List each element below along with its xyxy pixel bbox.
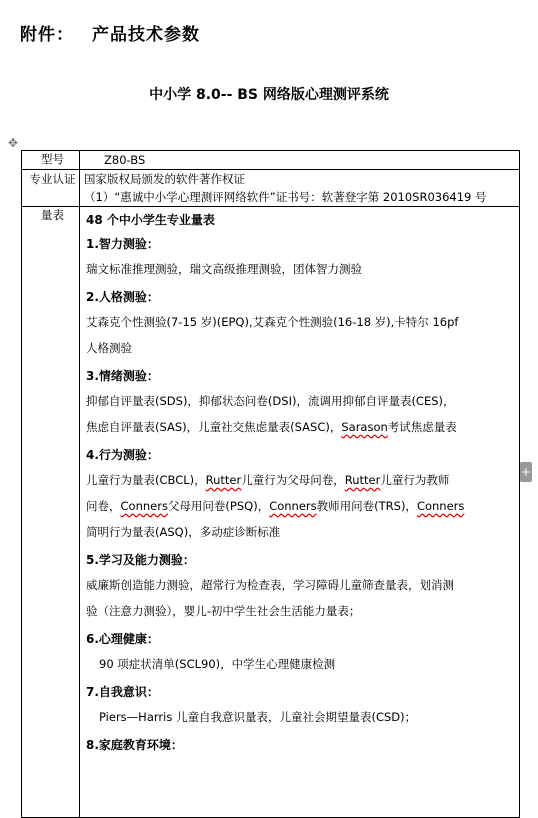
certification-line-2: （1）“惠诚中小学心理测评网络软件”证书号：软著登字第 2010SR036419 号 bbox=[84, 190, 487, 204]
scale-cell bbox=[80, 207, 520, 818]
section-line: 抑郁自评量表(SDS)，抑郁状态问卷(DSI)，流调用抑郁自评量表(CES)， bbox=[86, 394, 455, 408]
section-line: 焦虑自评量表(SAS)，儿童社交焦虑量表(SASC)，Sarason考试焦虑量表 bbox=[86, 420, 457, 434]
section-line: 问卷，Conners父母用问卷(PSQ)，Conners教师用问卷(TRS)，Conners bbox=[86, 499, 465, 513]
spec-table bbox=[21, 150, 520, 818]
model-value: Z80-BS bbox=[104, 153, 146, 167]
section-line: 威廉斯创造能力测验，超常行为检查表，学习障碍儿童筛查量表，划消测 bbox=[86, 578, 454, 592]
section-title: 5.学习及能力测验： bbox=[86, 553, 195, 567]
attachment-title: 产品技术参数 bbox=[92, 25, 200, 45]
section-line: 简明行为量表(ASQ)，多动症诊断标准 bbox=[86, 525, 281, 539]
section-line: 儿童行为量表(CBCL)，Rutter儿童行为父母问卷，Rutter儿童行为教师 bbox=[86, 473, 450, 487]
scale-intro: 48 个中小学生专业量表 bbox=[86, 213, 215, 227]
section-line: 瑞文标准推理测验，瑞文高级推理测验，团体智力测验 bbox=[86, 262, 362, 276]
section-title: 6.心理健康： bbox=[86, 632, 159, 646]
scale-label: 量表 bbox=[22, 207, 80, 818]
certification-label: 专业认证 bbox=[22, 170, 80, 207]
table-move-handle-icon[interactable]: ✥ bbox=[7, 136, 19, 150]
table-row-certification bbox=[22, 170, 520, 207]
section-text bbox=[86, 651, 519, 677]
section-title: 1.智力测验： bbox=[86, 237, 159, 251]
section-title: 3.情绪测验： bbox=[86, 369, 159, 383]
attachment-heading bbox=[20, 20, 200, 45]
section-text bbox=[86, 467, 519, 545]
section-title: 2.人格测验： bbox=[86, 290, 159, 304]
section-text bbox=[86, 704, 519, 730]
section-text bbox=[86, 256, 519, 282]
attachment-label: 附件： bbox=[20, 25, 74, 45]
section-title: 4.行为测验： bbox=[86, 448, 159, 462]
section-line: 艾森克个性测验(7-15 岁)(EPQ),艾森克个性测验(16-18 岁),卡特尔 16pf bbox=[86, 315, 459, 329]
section-text bbox=[86, 572, 519, 624]
table-row-model bbox=[22, 151, 520, 170]
model-value-cell bbox=[80, 151, 520, 170]
section-line: 人格测验 bbox=[86, 341, 132, 355]
section-title: 7.自我意识： bbox=[86, 685, 159, 699]
model-label: 型号 bbox=[22, 151, 80, 170]
section-line: 90 项症状清单(SCL90)，中学生心理健康检测 bbox=[99, 657, 336, 671]
section-text bbox=[86, 309, 519, 361]
table-row-scales bbox=[22, 207, 520, 818]
section-line: 验（注意力测验），婴儿-初中学生社会生活能力量表； bbox=[86, 604, 361, 618]
section-title: 8.家庭教育环境： bbox=[86, 738, 183, 752]
certification-cell bbox=[80, 170, 520, 207]
document-title: 中小学 8.0-- BS 网络版心理测评系统 bbox=[149, 87, 389, 103]
section-line: Piers—Harris 儿童自我意识量表，儿童社会期望量表(CSD)； bbox=[99, 710, 417, 724]
certification-line-1: 国家版权局颁发的软件著作权证 bbox=[84, 172, 245, 186]
section-text bbox=[86, 388, 519, 440]
side-expand-handle-icon[interactable]: + bbox=[520, 462, 532, 482]
